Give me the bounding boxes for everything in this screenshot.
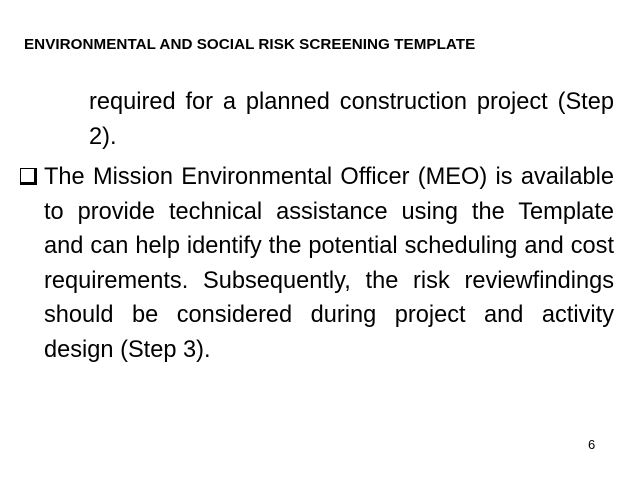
slide-title: ENVIRONMENTAL AND SOCIAL RISK SCREENING TEMPLATE	[24, 36, 476, 53]
bullet-paragraph: The Mission Environmental Officer (MEO) is available to provide technical assistance using the Template and can help identify the potential scheduling and cost requirements. Subsequently, the risk reviewfindings should be considered during project and activity design (Step 3).	[44, 164, 614, 363]
continuation-paragraph: required for a planned construction project (Step 2).	[89, 89, 614, 150]
page-number: 6	[588, 437, 596, 452]
square-bullet-icon	[20, 168, 37, 185]
